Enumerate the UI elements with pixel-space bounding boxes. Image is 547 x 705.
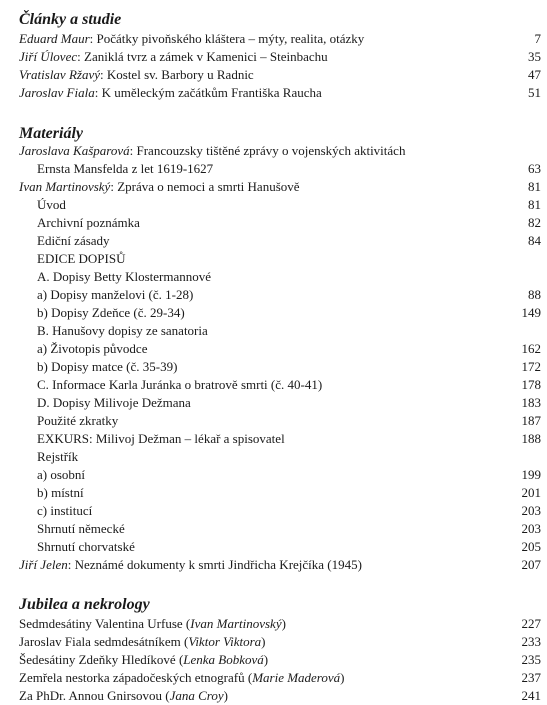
- entry-title: EXKURS: Milivoj Dežman – lékař a spisovatel: [37, 431, 285, 446]
- entry-page-number: 47: [528, 67, 541, 82]
- entry-author: Jaroslav Fiala: [19, 85, 95, 100]
- entry-author: Eduard Maur: [19, 31, 90, 46]
- entry-page-number: 149: [521, 305, 541, 320]
- entry-page-number: 188: [521, 431, 541, 446]
- entry-title: Rejstřík: [37, 449, 79, 464]
- entry-title: D. Dopisy Milivoje Dežmana: [37, 395, 191, 410]
- entry-title: Použité zkratky: [37, 413, 119, 428]
- toc-entry[interactable]: Zemřela nestorka západočeských etnografů (Marie Maderová) 237: [19, 670, 541, 685]
- entry-page-number: 235: [521, 652, 541, 667]
- entry-page-number: 35: [528, 49, 541, 64]
- section-jubilees-obituaries: [19, 595, 541, 705]
- entry-page-number: 203: [521, 521, 541, 536]
- entry-author: Jiří Jelen: [19, 557, 68, 572]
- entry-page-number: 81: [528, 197, 541, 212]
- toc-subentry[interactable]: [19, 376, 541, 394]
- toc-subentry[interactable]: [19, 502, 541, 520]
- entry-author: Jana Croy: [169, 688, 224, 703]
- entry-author: Marie Maderová: [252, 670, 341, 685]
- entry-title: Šedesátiny Zdeňky Hledíkové: [19, 652, 176, 667]
- entry-title: Zpráva o nemoci a smrti Hanušově: [117, 179, 300, 194]
- entry-title: b) Dopisy matce (č. 35-39): [37, 359, 178, 374]
- toc-entry[interactable]: [19, 66, 541, 84]
- entry-page-number: 162: [521, 341, 541, 356]
- entry-page-number: 88: [528, 287, 541, 302]
- entry-title: Úvod: [37, 197, 66, 212]
- entry-title: Počátky pivoňského kláštera – mýty, realita, otázky: [96, 31, 365, 46]
- entry-separator: :: [67, 557, 75, 572]
- section-articles: [19, 10, 541, 102]
- entry-title: c) institucí: [37, 503, 93, 518]
- entry-title: a) Dopisy manželovi (č. 1-28): [37, 287, 194, 302]
- entry-page-number: 84: [528, 233, 541, 248]
- entry-page-number: 205: [521, 539, 541, 554]
- entry-title: b) Dopisy Zdeňce (č. 29-34): [37, 305, 185, 320]
- entry-title: K uměleckým začátkům Františka Raucha: [101, 85, 322, 100]
- entry-title: Zaniklá tvrz a zámek v Kamenici – Steinbachu: [84, 49, 328, 64]
- entry-separator: :: [89, 31, 97, 46]
- toc-subentry[interactable]: [19, 394, 541, 412]
- entry-title: a) osobní: [37, 467, 86, 482]
- entry-separator: :: [110, 179, 118, 194]
- entry-author: Vratislav Ržavý: [19, 67, 100, 82]
- entry-author: Ivan Martinovský: [190, 616, 282, 631]
- entry-separator: :: [129, 143, 137, 158]
- entry-page-number: 187: [521, 413, 541, 428]
- entry-page-number: 7: [534, 31, 541, 46]
- toc-subentry[interactable]: [19, 304, 541, 322]
- entry-title: Shrnutí chorvatské: [37, 539, 135, 554]
- entry-title: a) Životopis původce: [37, 341, 148, 356]
- toc-subentry[interactable]: [19, 484, 541, 502]
- toc-subentry[interactable]: [19, 268, 541, 286]
- toc-entry[interactable]: Šedesátiny Zdeňky Hledíkové (Lenka Bobková) 235: [19, 652, 541, 667]
- entry-title: Zemřela nestorka západočeských etnografů: [19, 670, 245, 685]
- entry-page-number: 207: [521, 557, 541, 572]
- entry-page-number: 82: [528, 215, 541, 230]
- section-heading: Jubilea a nekrology: [19, 596, 150, 613]
- entry-title: B. Hanušovy dopisy ze sanatoria: [37, 323, 208, 338]
- entry-title: Shrnutí německé: [37, 521, 125, 536]
- entry-title: EDICE DOPISŮ: [37, 251, 126, 266]
- entry-separator: :: [77, 49, 84, 64]
- entry-separator: :: [94, 85, 102, 100]
- toc-subentry[interactable]: [19, 322, 541, 340]
- entry-page-number: 63: [528, 161, 541, 176]
- toc-subentry[interactable]: [19, 448, 541, 466]
- entry-page-number: 237: [521, 670, 541, 685]
- entry-title-continued: Ernsta Mansfelda z let 1619-1627: [37, 161, 214, 176]
- entry-author: Jiří Úlovec: [19, 49, 78, 64]
- entry-title: Neznámé dokumenty k smrti Jindřicha Krejčíka (1945): [74, 557, 362, 572]
- entry-page-number: 241: [521, 688, 541, 703]
- entry-page-number: 81: [528, 179, 541, 194]
- toc-subentry[interactable]: [19, 196, 541, 214]
- entry-separator: :: [100, 67, 107, 82]
- entry-page-number: 233: [521, 634, 541, 649]
- entry-author: Jaroslava Kašparová: [19, 143, 130, 158]
- toc-entry[interactable]: Za PhDr. Annou Gnirsovou (Jana Croy) 241: [19, 688, 541, 703]
- entry-title: Sedmdesátiny Valentina Urfuse: [19, 616, 183, 631]
- toc-subentry[interactable]: [19, 286, 541, 304]
- toc-entry[interactable]: Jaroslav Fiala sedmdesátníkem (Viktor Viktora) 233: [19, 634, 541, 649]
- toc-subentry[interactable]: [19, 412, 541, 430]
- toc-subentry[interactable]: [19, 466, 541, 484]
- section-heading: Materiály: [19, 125, 83, 142]
- toc-subentry[interactable]: [19, 430, 541, 448]
- toc-subentry[interactable]: [19, 358, 541, 376]
- entry-author: Viktor Viktora: [188, 634, 262, 649]
- entry-page-number: 199: [521, 467, 541, 482]
- entry-page-number: 51: [528, 85, 541, 100]
- entry-title: Kostel sv. Barbory u Radnic: [106, 67, 254, 82]
- entry-title: Jaroslav Fiala sedmdesátníkem: [19, 634, 181, 649]
- toc-entry[interactable]: [19, 48, 541, 66]
- entry-title: Za PhDr. Annou Gnirsovou: [19, 688, 162, 703]
- toc-entry[interactable]: Sedmdesátiny Valentina Urfuse (Ivan Martinovský) 227: [19, 616, 541, 631]
- section-materials: [19, 124, 541, 574]
- entry-title: b) místní: [37, 485, 84, 500]
- entry-page-number: 227: [521, 616, 541, 631]
- entry-title: Archivní poznámka: [37, 215, 140, 230]
- entry-page-number: 183: [521, 395, 541, 410]
- toc-subentry[interactable]: [19, 250, 541, 268]
- toc-entry[interactable]: [19, 178, 541, 196]
- entry-page-number: 203: [521, 503, 541, 518]
- toc-subentry[interactable]: [19, 538, 541, 556]
- entry-author: Lenka Bobková: [183, 652, 264, 667]
- toc-entry[interactable]: [19, 144, 541, 178]
- toc-subentry[interactable]: [19, 340, 541, 358]
- toc-entry[interactable]: [19, 30, 541, 48]
- entry-page-number: 201: [521, 485, 541, 500]
- toc-subentry[interactable]: [19, 214, 541, 232]
- entry-title: A. Dopisy Betty Klostermannové: [37, 269, 212, 284]
- entry-author: Ivan Martinovský: [19, 179, 111, 194]
- entry-page-number: 178: [521, 377, 541, 392]
- toc-entry[interactable]: [19, 84, 541, 102]
- toc-subentry[interactable]: [19, 520, 541, 538]
- entry-page-number: 172: [521, 359, 541, 374]
- entry-title: Ediční zásady: [37, 233, 110, 248]
- entry-title: C. Informace Karla Juránka o bratrově smrti (č. 40-41): [37, 377, 323, 392]
- toc-entry[interactable]: [19, 556, 541, 574]
- section-heading: Články a studie: [19, 11, 122, 28]
- entry-title: Francouzsky tištěné zprávy o vojenských aktivitách: [136, 143, 406, 158]
- toc-subentry[interactable]: [19, 232, 541, 250]
